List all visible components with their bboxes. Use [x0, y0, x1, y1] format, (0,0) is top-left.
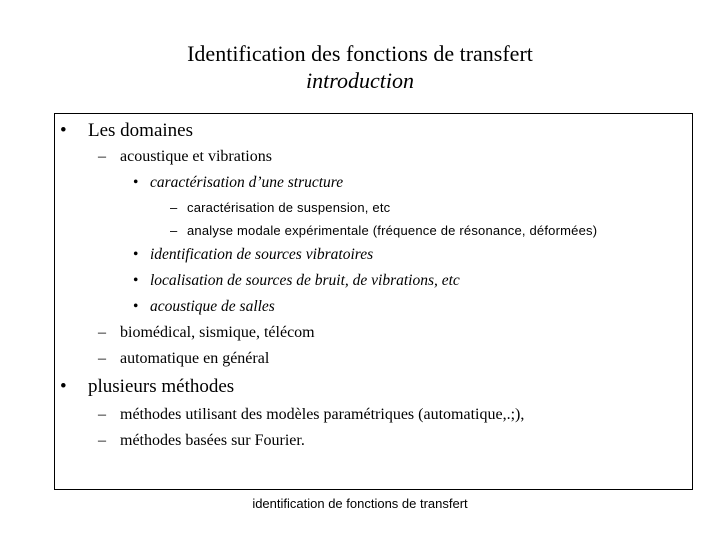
title-main: Identification des fonctions de transfert — [187, 41, 533, 66]
title-subtitle: introduction — [306, 68, 414, 93]
item-acoustique-salles: acoustique de salles — [150, 298, 275, 315]
dash-marker: – — [98, 324, 106, 341]
bullet-dot: • — [60, 376, 67, 397]
slide-footer: identification de fonctions de transfert — [252, 496, 468, 511]
slide-title — [0, 40, 720, 94]
item-analyse-modale: analyse modale expérimentale (fréquence de résonance, déformées) — [187, 223, 598, 238]
item-caracterisation-structure: caractérisation d’une structure — [150, 174, 344, 191]
dash-marker: – — [98, 350, 106, 367]
item-localisation: localisation de sources de bruit, de vibrations, etc — [150, 272, 460, 289]
dash-marker: – — [98, 432, 106, 449]
dash-marker: – — [170, 223, 178, 238]
dash-marker: – — [98, 148, 106, 165]
bullet-dot: • — [60, 120, 67, 141]
item-sources-vibratoires: identification de sources vibratoires — [150, 246, 374, 263]
item-suspension: caractérisation de suspension, etc — [187, 200, 391, 215]
item-biomedical: biomédical, sismique, télécom — [120, 324, 315, 341]
bullet-dot: • — [133, 298, 139, 315]
dash-marker: – — [170, 200, 178, 215]
item-acoustique: acoustique et vibrations — [120, 148, 272, 165]
bullet-domaines: Les domaines — [88, 120, 194, 141]
item-automatique: automatique en général — [120, 350, 270, 367]
dash-marker: – — [98, 406, 106, 423]
bullet-methodes: plusieurs méthodes — [88, 376, 235, 397]
bullet-dot: • — [133, 272, 139, 289]
item-methodes-fourier: méthodes basées sur Fourier. — [120, 432, 305, 449]
bullet-dot: • — [133, 246, 139, 263]
bullet-dot: • — [133, 174, 139, 191]
item-methodes-parametriques: méthodes utilisant des modèles paramétriques (automatique,.;), — [120, 406, 525, 423]
